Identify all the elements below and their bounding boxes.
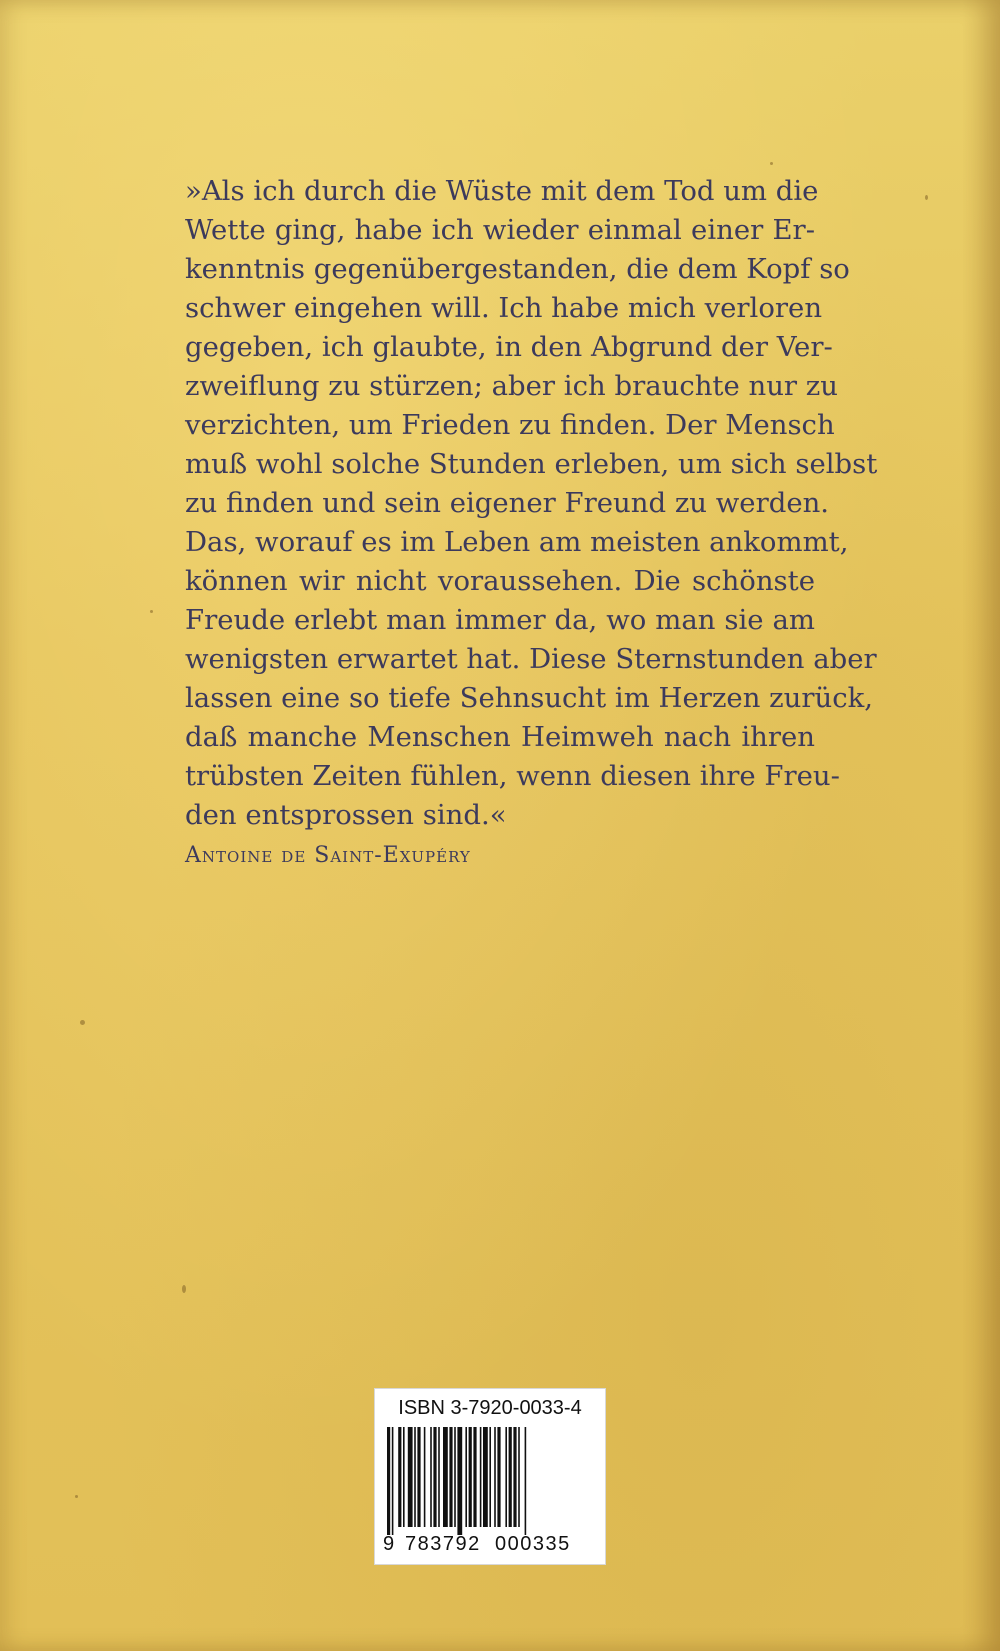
- quote-line: zweiflung zu stürzen; aber ich brauchte nur zu: [185, 370, 839, 402]
- quote-line: gegeben, ich glaubte, in den Abgrund der Ver-: [185, 331, 833, 363]
- quote-line: trübsten Zeiten fühlen, wenn diesen ihre Freu-: [185, 760, 840, 792]
- barcode-bars: [385, 1427, 595, 1535]
- barcode-bar: [398, 1427, 401, 1527]
- barcode-bar: [424, 1427, 426, 1527]
- barcode-digit-group-2: 000335: [495, 1533, 571, 1555]
- barcode-bar: [408, 1427, 413, 1527]
- barcode-bar: [387, 1427, 390, 1535]
- barcode-bar: [469, 1427, 472, 1527]
- barcode-digit-group-1: 783792: [405, 1533, 481, 1555]
- quote-line: können wir nicht voraussehen. Die schönste: [185, 565, 815, 597]
- quote-blurb: [185, 172, 878, 835]
- barcode-bar: [433, 1427, 436, 1527]
- barcode-bar: [414, 1427, 416, 1527]
- quote-author: Antoine de Saint-Exupéry: [185, 843, 471, 868]
- quote-line: zu finden und sein eigener Freund zu werden.: [185, 487, 830, 519]
- barcode-bar: [438, 1427, 440, 1527]
- quote-line: muß wohl solche Stunden erleben, um sich selbst: [185, 448, 878, 480]
- isbn-label: ISBN 3-7920-0033-4: [398, 1397, 582, 1419]
- quote-line: »Als ich durch die Wüste mit dem Tod um die: [185, 175, 819, 207]
- barcode-bar: [457, 1427, 462, 1535]
- barcode-bar: [518, 1427, 520, 1527]
- barcode-bar: [443, 1427, 448, 1527]
- barcode-bar: [417, 1427, 420, 1527]
- barcode-bar: [449, 1427, 452, 1527]
- barcode-bar: [513, 1427, 516, 1527]
- barcode-bar: [509, 1427, 512, 1527]
- quote-line: Wette ging, habe ich wieder einmal einer Er-: [185, 214, 815, 246]
- quote-line: schwer eingehen will. Ich habe mich verloren: [185, 292, 823, 324]
- barcode-bar: [497, 1427, 500, 1527]
- barcode-bar: [403, 1427, 405, 1527]
- paper-speck: [925, 195, 928, 200]
- paper-speck: [80, 1020, 85, 1025]
- quote-line: wenigsten erwartet hat. Diese Sternstunden aber: [185, 643, 877, 675]
- paper-speck: [770, 162, 773, 165]
- quote-line: Freude erlebt man immer da, wo man sie am: [185, 604, 815, 636]
- quote-line: verzichten, um Frieden zu finden. Der Mensch: [185, 409, 835, 441]
- paper-speck: [182, 1285, 186, 1293]
- barcode-bar: [505, 1427, 507, 1527]
- barcode-bar: [480, 1427, 482, 1527]
- paper-speck: [150, 610, 153, 613]
- barcode-bar: [465, 1427, 467, 1527]
- cover-edge-shadow: [962, 0, 1000, 1651]
- barcode-bar: [430, 1427, 432, 1527]
- quote-line: lassen eine so tiefe Sehnsucht im Herzen zurück,: [185, 682, 874, 714]
- barcode-bar: [489, 1427, 491, 1527]
- barcode-bar: [392, 1427, 394, 1535]
- quote-line: daß manche Menschen Heimweh nach ihren: [185, 721, 815, 753]
- barcode-bar: [473, 1427, 476, 1527]
- quote-line: den entsprossen sind.«: [185, 799, 507, 831]
- barcode-bar: [454, 1427, 456, 1527]
- barcode-bar: [494, 1427, 496, 1527]
- barcode-digit-first: 9: [383, 1533, 396, 1555]
- quote-line: kenntnis gegenübergestanden, die dem Kopf so: [185, 253, 850, 285]
- quote-line: Das, worauf es im Leben am meisten ankommt,: [185, 526, 849, 558]
- isbn-barcode: [374, 1388, 606, 1565]
- barcode-bar: [525, 1427, 527, 1535]
- barcode-bar: [483, 1427, 488, 1527]
- paper-speck: [75, 1495, 78, 1498]
